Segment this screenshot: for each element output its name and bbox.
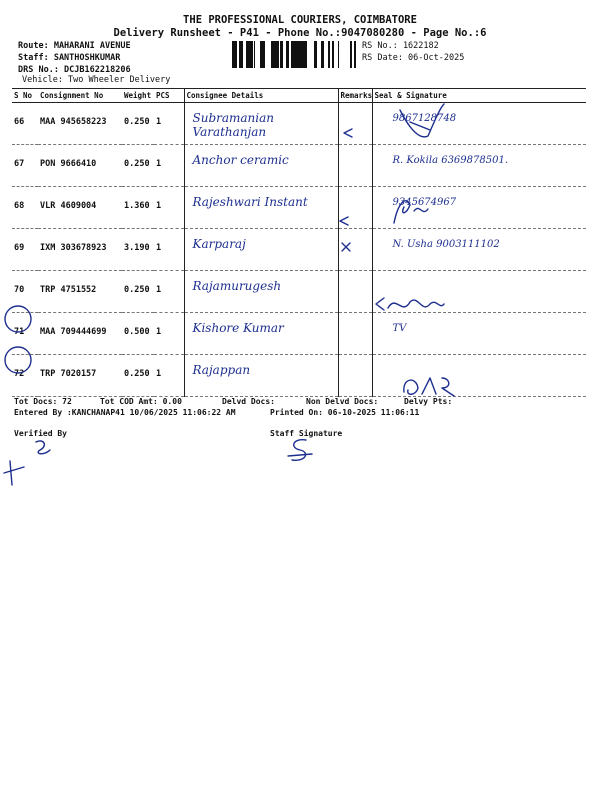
- barcode-bar: [232, 41, 234, 68]
- cell-weight: 0.250: [122, 145, 154, 187]
- cell-consignment: IXM 303678923: [38, 229, 122, 271]
- cell-pcs: 1: [154, 355, 184, 397]
- barcode-bar: [260, 41, 262, 68]
- cell-consignment: MAA 945658223: [38, 103, 122, 145]
- barcode-bar: [321, 41, 324, 68]
- barcode-bar: [293, 41, 296, 68]
- rs-number: RS No.: 1622182: [362, 41, 439, 51]
- cell-pcs: 1: [154, 145, 184, 187]
- cell-remarks: [338, 355, 372, 397]
- barcode-bar: [328, 41, 330, 68]
- cell-consignee: Rajappan: [184, 355, 338, 397]
- rs-date: RS Date: 06-Oct-2025: [362, 53, 465, 63]
- delvy-pts: Delvy Pts:: [404, 397, 453, 406]
- barcode-bar: [263, 41, 265, 68]
- non-delvd-docs: Non Delvd Docs:: [306, 397, 379, 406]
- table-row: [12, 145, 586, 187]
- cell-consignment: TRP 7020157: [38, 355, 122, 397]
- cell-signature: N. Usha 9003111102: [372, 229, 586, 271]
- barcode-bar: [280, 41, 283, 68]
- barcode-bar: [248, 41, 251, 68]
- staff-label: Staff: SANTHOSHKUMAR: [18, 53, 121, 63]
- cell-consignee: Karparaj: [184, 229, 338, 271]
- col-pcs: PCS: [154, 89, 184, 103]
- cell-consignee: Anchor ceramic: [184, 145, 338, 187]
- cell-sno: 71: [12, 313, 38, 355]
- barcode-image: [232, 41, 356, 68]
- table-row: [12, 187, 586, 229]
- barcode-bar: [262, 41, 263, 68]
- signature-scribble-68: [384, 193, 454, 229]
- barcode-bar: [354, 41, 355, 68]
- col-remarks: Remarks: [338, 89, 372, 103]
- cell-sno: 69: [12, 229, 38, 271]
- cell-pcs: 1: [154, 313, 184, 355]
- cell-sno: 72: [12, 355, 38, 397]
- barcode-bar: [350, 41, 352, 68]
- col-weight: Weight: [122, 89, 154, 103]
- cell-signature: TV: [372, 313, 586, 355]
- delvd-docs: Delvd Docs:: [222, 397, 275, 406]
- cell-consignee: Subramanian Varathanjan: [184, 103, 338, 145]
- barcode-bar: [246, 41, 248, 68]
- cell-signature: R. Kokila 6369878501.: [372, 145, 586, 187]
- entered-by: Entered By :KANCHANAP41 10/06/2025 11:06:22 AM: [14, 408, 236, 417]
- col-sno: S No: [12, 89, 38, 103]
- barcode-bar: [333, 41, 334, 68]
- cell-weight: 0.500: [122, 313, 154, 355]
- verified-by-label: Verified By: [14, 429, 67, 438]
- company-title: THE PROFESSIONAL COURIERS, COIMBATORE: [183, 14, 417, 26]
- barcode-bar: [314, 41, 317, 68]
- barcode-bar: [234, 41, 236, 68]
- barcode-bar: [303, 41, 305, 68]
- cell-signature: 9345674967: [372, 187, 586, 229]
- cell-pcs: 1: [154, 271, 184, 313]
- barcode-bar: [239, 41, 242, 68]
- cell-weight: 0.250: [122, 271, 154, 313]
- table-row: [12, 313, 586, 355]
- barcode-bar: [355, 41, 356, 68]
- printed-on: Printed On: 06-10-2025 11:06:11: [270, 408, 420, 417]
- cell-consignee: Rajeshwari Instant: [184, 187, 338, 229]
- barcode-bar: [254, 41, 255, 68]
- staff-signature-scribble: [284, 436, 320, 464]
- cell-consignment: TRP 4751552: [38, 271, 122, 313]
- barcode-bar: [291, 41, 293, 68]
- cell-consignee: Rajamurugesh: [184, 271, 338, 313]
- remark-tick-marks: [336, 215, 366, 265]
- table-row: [12, 355, 586, 397]
- staff-signature-label: Staff Signature: [270, 429, 343, 438]
- cell-remarks: [338, 145, 372, 187]
- barcode-bar: [305, 41, 307, 68]
- tot-cod-amt: Tot COD Amt: 0.00: [100, 397, 182, 406]
- cell-pcs: 1: [154, 187, 184, 229]
- signature-scribble-70: [370, 290, 460, 320]
- runsheet-title: Delivery Runsheet - P41 - Phone No.:9047080280 - Page No.:6: [113, 27, 487, 39]
- col-consignment: Consignment No: [38, 89, 122, 103]
- cell-sno: 67: [12, 145, 38, 187]
- cell-consignment: MAA 709444699: [38, 313, 122, 355]
- margin-scribble: [0, 455, 40, 491]
- barcode-bar: [296, 41, 299, 68]
- vehicle-label: Vehicle: Two Wheeler Delivery: [22, 75, 171, 85]
- cell-sno: 70: [12, 271, 38, 313]
- signature-scribble-66: [380, 100, 500, 150]
- barcode-bar: [276, 41, 279, 68]
- cell-weight: 0.250: [122, 355, 154, 397]
- cell-pcs: 1: [154, 229, 184, 271]
- barcode-bar: [286, 41, 289, 68]
- barcode-bar: [242, 41, 243, 68]
- barcode-bar: [299, 41, 300, 68]
- cell-consignment: PON 9666410: [38, 145, 122, 187]
- cell-weight: 3.190: [122, 229, 154, 271]
- cell-weight: 0.250: [122, 103, 154, 145]
- row-circle-marks: [4, 300, 38, 382]
- barcode-bar: [251, 41, 253, 68]
- cell-remarks: [338, 313, 372, 355]
- table-row: [12, 271, 586, 313]
- cell-sno: 66: [12, 103, 38, 145]
- cell-consignee: Kishore Kumar: [184, 313, 338, 355]
- barcode-bar: [236, 41, 237, 68]
- barcode-bar: [273, 41, 276, 68]
- cell-signature: 9867128748: [372, 103, 586, 145]
- cell-remarks: [338, 271, 372, 313]
- barcode-bar: [300, 41, 303, 68]
- barcode-bar: [332, 41, 333, 68]
- cell-weight: 1.360: [122, 187, 154, 229]
- remark-arrow-mark: [340, 125, 356, 141]
- drs-label: DRS No.: DCJB162218206: [18, 65, 131, 75]
- cell-sno: 68: [12, 187, 38, 229]
- table-row: [12, 229, 586, 271]
- col-consignee: Consignee Details: [184, 89, 338, 103]
- barcode-bar: [338, 41, 339, 68]
- barcode-bar: [271, 41, 273, 68]
- col-signature: Seal & Signature: [372, 89, 586, 103]
- route-label: Route: MAHARANI AVENUE: [18, 41, 131, 51]
- cell-pcs: 1: [154, 103, 184, 145]
- tot-docs: Tot Docs: 72: [14, 397, 72, 406]
- cell-consignment: VLR 4609004: [38, 187, 122, 229]
